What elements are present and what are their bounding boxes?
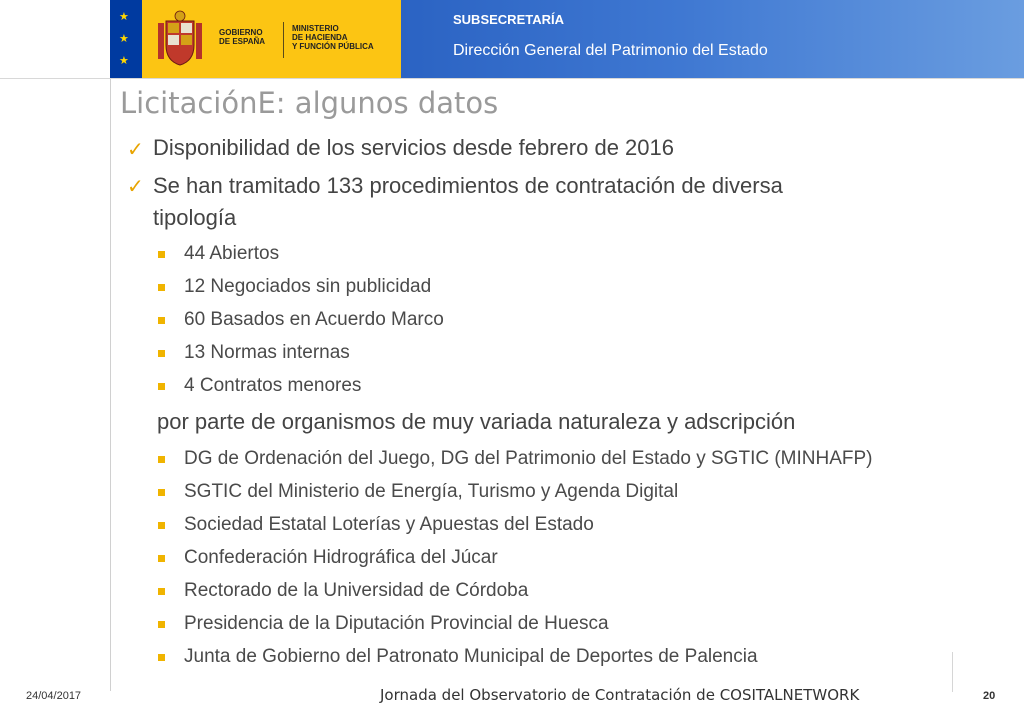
page-number: 20 <box>983 690 996 702</box>
star-icon: ★ <box>119 33 129 45</box>
right-margin-line <box>952 652 953 692</box>
square-bullet-icon <box>158 317 165 324</box>
star-icon: ★ <box>119 55 129 67</box>
list-item: 60 Basados en Acuerdo Marco <box>184 309 444 330</box>
check-icon: ✓ <box>127 139 144 161</box>
gov-line1: GOBIERNO <box>219 28 263 37</box>
square-bullet-icon <box>158 654 165 661</box>
bullet-procedures: Se han tramitado 133 procedimientos de contratación de diversa <box>153 173 783 198</box>
list-item: Rectorado de la Universidad de Córdoba <box>184 580 529 601</box>
subsecretaria-label: SUBSECRETARÍA <box>453 12 564 27</box>
min-line2: DE HACIENDA <box>292 33 348 42</box>
list-item: 13 Normas internas <box>184 342 350 363</box>
square-bullet-icon <box>158 621 165 628</box>
square-bullet-icon <box>158 284 165 291</box>
min-line1: MINISTERIO <box>292 24 339 33</box>
list-item: 44 Abiertos <box>184 243 280 264</box>
square-bullet-icon <box>158 489 165 496</box>
square-bullet-icon <box>158 456 165 463</box>
list-item: Confederación Hidrográfica del Júcar <box>184 547 498 568</box>
square-bullet-icon <box>158 555 165 562</box>
eu-flag <box>110 0 142 79</box>
square-bullet-icon <box>158 251 165 258</box>
list-item: Sociedad Estatal Loterías y Apuestas del Estado <box>184 514 594 535</box>
slide-title: LicitaciónE: algunos datos <box>120 86 499 120</box>
square-bullet-icon <box>158 350 165 357</box>
min-line3: Y FUNCIÓN PÚBLICA <box>292 42 374 51</box>
list-item: 12 Negociados sin publicidad <box>184 276 432 297</box>
footer-date: 24/04/2017 <box>26 690 82 702</box>
square-bullet-icon <box>158 588 165 595</box>
coat-of-arms-icon <box>152 9 208 69</box>
logo-divider <box>283 22 284 58</box>
list-item: Junta de Gobierno del Patronato Municipal de Deportes de Palencia <box>184 646 758 667</box>
footer-event: Jornada del Observatorio de Contratación de COSITALNETWORK <box>380 686 860 704</box>
list-item: DG de Ordenación del Juego, DG del Patrimonio del Estado y SGTIC (MINHAFP) <box>184 448 873 469</box>
check-icon: ✓ <box>127 176 144 198</box>
square-bullet-icon <box>158 522 165 529</box>
list-item: SGTIC del Ministerio de Energía, Turismo y Agenda Digital <box>184 481 679 502</box>
list-item: 4 Contratos menores <box>184 375 362 396</box>
list-item: Presidencia de la Diputación Provincial de Huesca <box>184 613 609 634</box>
organisms-heading: por parte de organismos de muy variada naturaleza y adscripción <box>157 409 796 434</box>
direccion-label: Dirección General del Patrimonio del Estado <box>453 42 768 59</box>
star-icon: ★ <box>119 11 129 23</box>
ministerio-label <box>292 24 374 51</box>
gobierno-label <box>219 28 265 46</box>
gov-line2: DE ESPAÑA <box>219 37 266 46</box>
square-bullet-icon <box>158 383 165 390</box>
bullet-procedures-cont: tipología <box>153 205 237 230</box>
bullet-availability: Disponibilidad de los servicios desde febrero de 2016 <box>153 135 674 160</box>
left-margin-line <box>110 79 111 691</box>
header-divider <box>0 78 1024 79</box>
